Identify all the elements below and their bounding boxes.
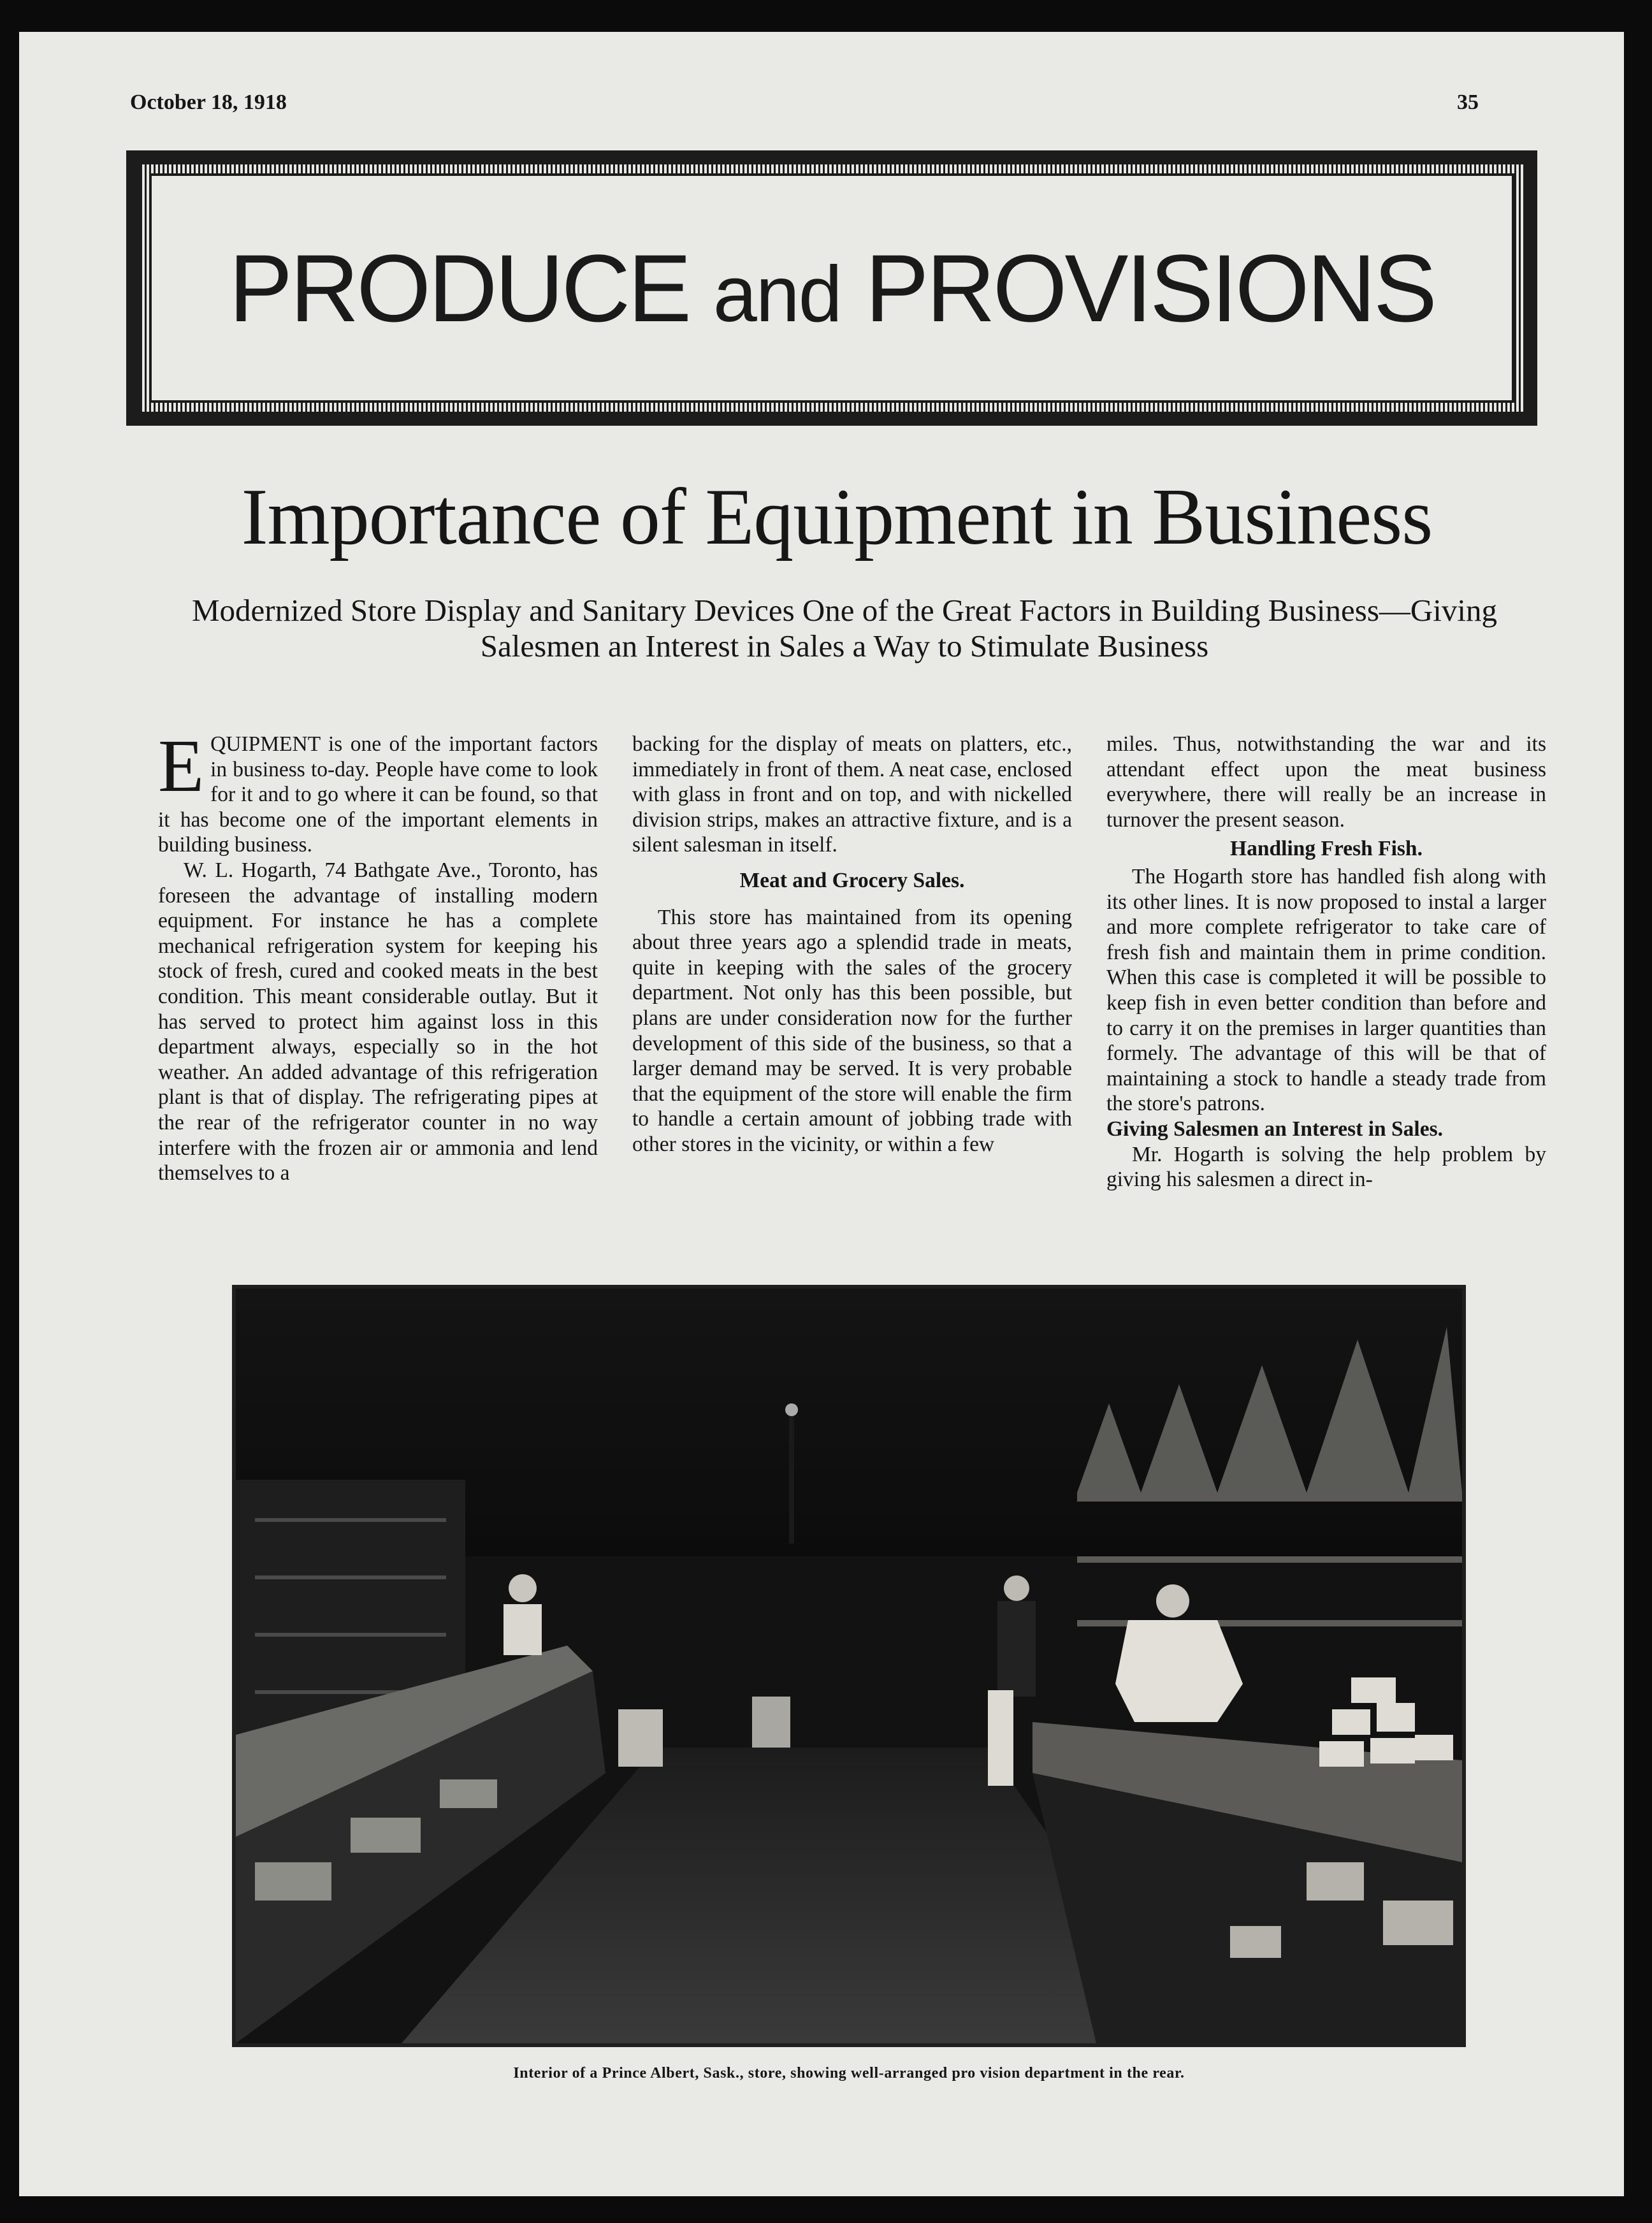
store-interior-photo [232,1285,1466,2047]
drop-cap: E [158,724,205,807]
paragraph-1 [158,724,598,858]
section-banner-inner [149,173,1514,403]
page-number: 35 [1457,91,1479,114]
article-body [138,724,1565,1254]
photo-caption: Interior of a Prince Albert, Sask., store, showing well-arranged pro vision department in the rear. [513,2065,1185,2082]
column-2 [632,732,1072,1157]
article-deck: Modernized Store Display and Sanitary Devices One of the Great Factors in Building Business—Giving Salesmen an Interest in Sales a Way to Stimulate Business [191,593,1498,663]
subhead-meat-grocery: Meat and Grocery Sales. [739,868,965,892]
section-title-end: PROVISIONS [865,234,1435,342]
issue-date: October 18, 1918 [130,91,287,114]
column-3 [1106,732,1546,1192]
subhead-fresh-fish: Handling Fresh Fish. [1230,837,1423,861]
paragraph-4: This store has maintained from its opening about three years ago a splendid trade in meats, quite in keeping with the sales of the grocery department. Not only has this been possible, but plans are under consideration now for the further development of this side of the business, so that a larger demand may be served. It is very probable that the equipment of the store will enable the firm to handle a certain amount of jobbing trade with other stores in the vicinity, or within a few [632,905,1072,1156]
paragraph-7: Mr. Hogarth is solving the help problem by giving his salesmen a direct in- [1106,1142,1546,1192]
section-title-connector: and [713,250,841,338]
section-banner [126,150,1537,426]
section-title [229,233,1435,344]
paragraph-5: miles. Thus, notwithstanding the war and its attendant effect upon the meat business everywhere, there will really be an increase in turnover the present season. [1106,732,1546,832]
subhead-salesmen-interest: Giving Salesmen an Interest in Sales. [1106,1117,1443,1141]
paragraph-3: backing for the display of meats on platters, etc., immediately in front of them. A neat case, enclosed with glass in front and on top, and with nickelled division strips, makes an attractive fixture, and is a silent salesman in itself. [632,732,1072,857]
paragraph-6: The Hogarth store has handled fish along with its other lines. It is now proposed to instal a larger and more complete refrigerator to take care of fresh fish and maintain them in prime condition. When this case is completed it will be possible to keep fish in even better condition than before and to carry it on the premises in larger quantities than formely. The advantage of this will be that of maintaining a stock to handle a steady trade from the store's patrons. [1106,864,1546,1116]
paragraph-1-text: QUIPMENT is one of the important factors in business to-day. People have come to look for it and to go where it can be found, so that it has become one of the important elements in building business. [158,732,598,857]
running-head [130,91,1479,126]
paragraph-2: W. L. Hogarth, 74 Bathgate Ave., Toronto, has foreseen the advantage of installing modern equipment. For instance he has a complete mechanical refrigeration system for keeping his stock of fresh, cured and cooked meats in the best condition. This meant considerable outlay. But it has served to protect him against loss in this department always, especially so in the hot weather. An added advantage of this refrigeration plant is that of display. The refrigerating pipes at the rear of the refrigerator counter in no way interfere with the frozen air or ammonia and lend themselves to a [158,858,598,1185]
section-title-main: PRODUCE [229,234,690,342]
magazine-page [19,32,1624,2196]
column-1 [158,724,598,1186]
article-headline: Importance of Equipment in Business [241,473,1433,561]
